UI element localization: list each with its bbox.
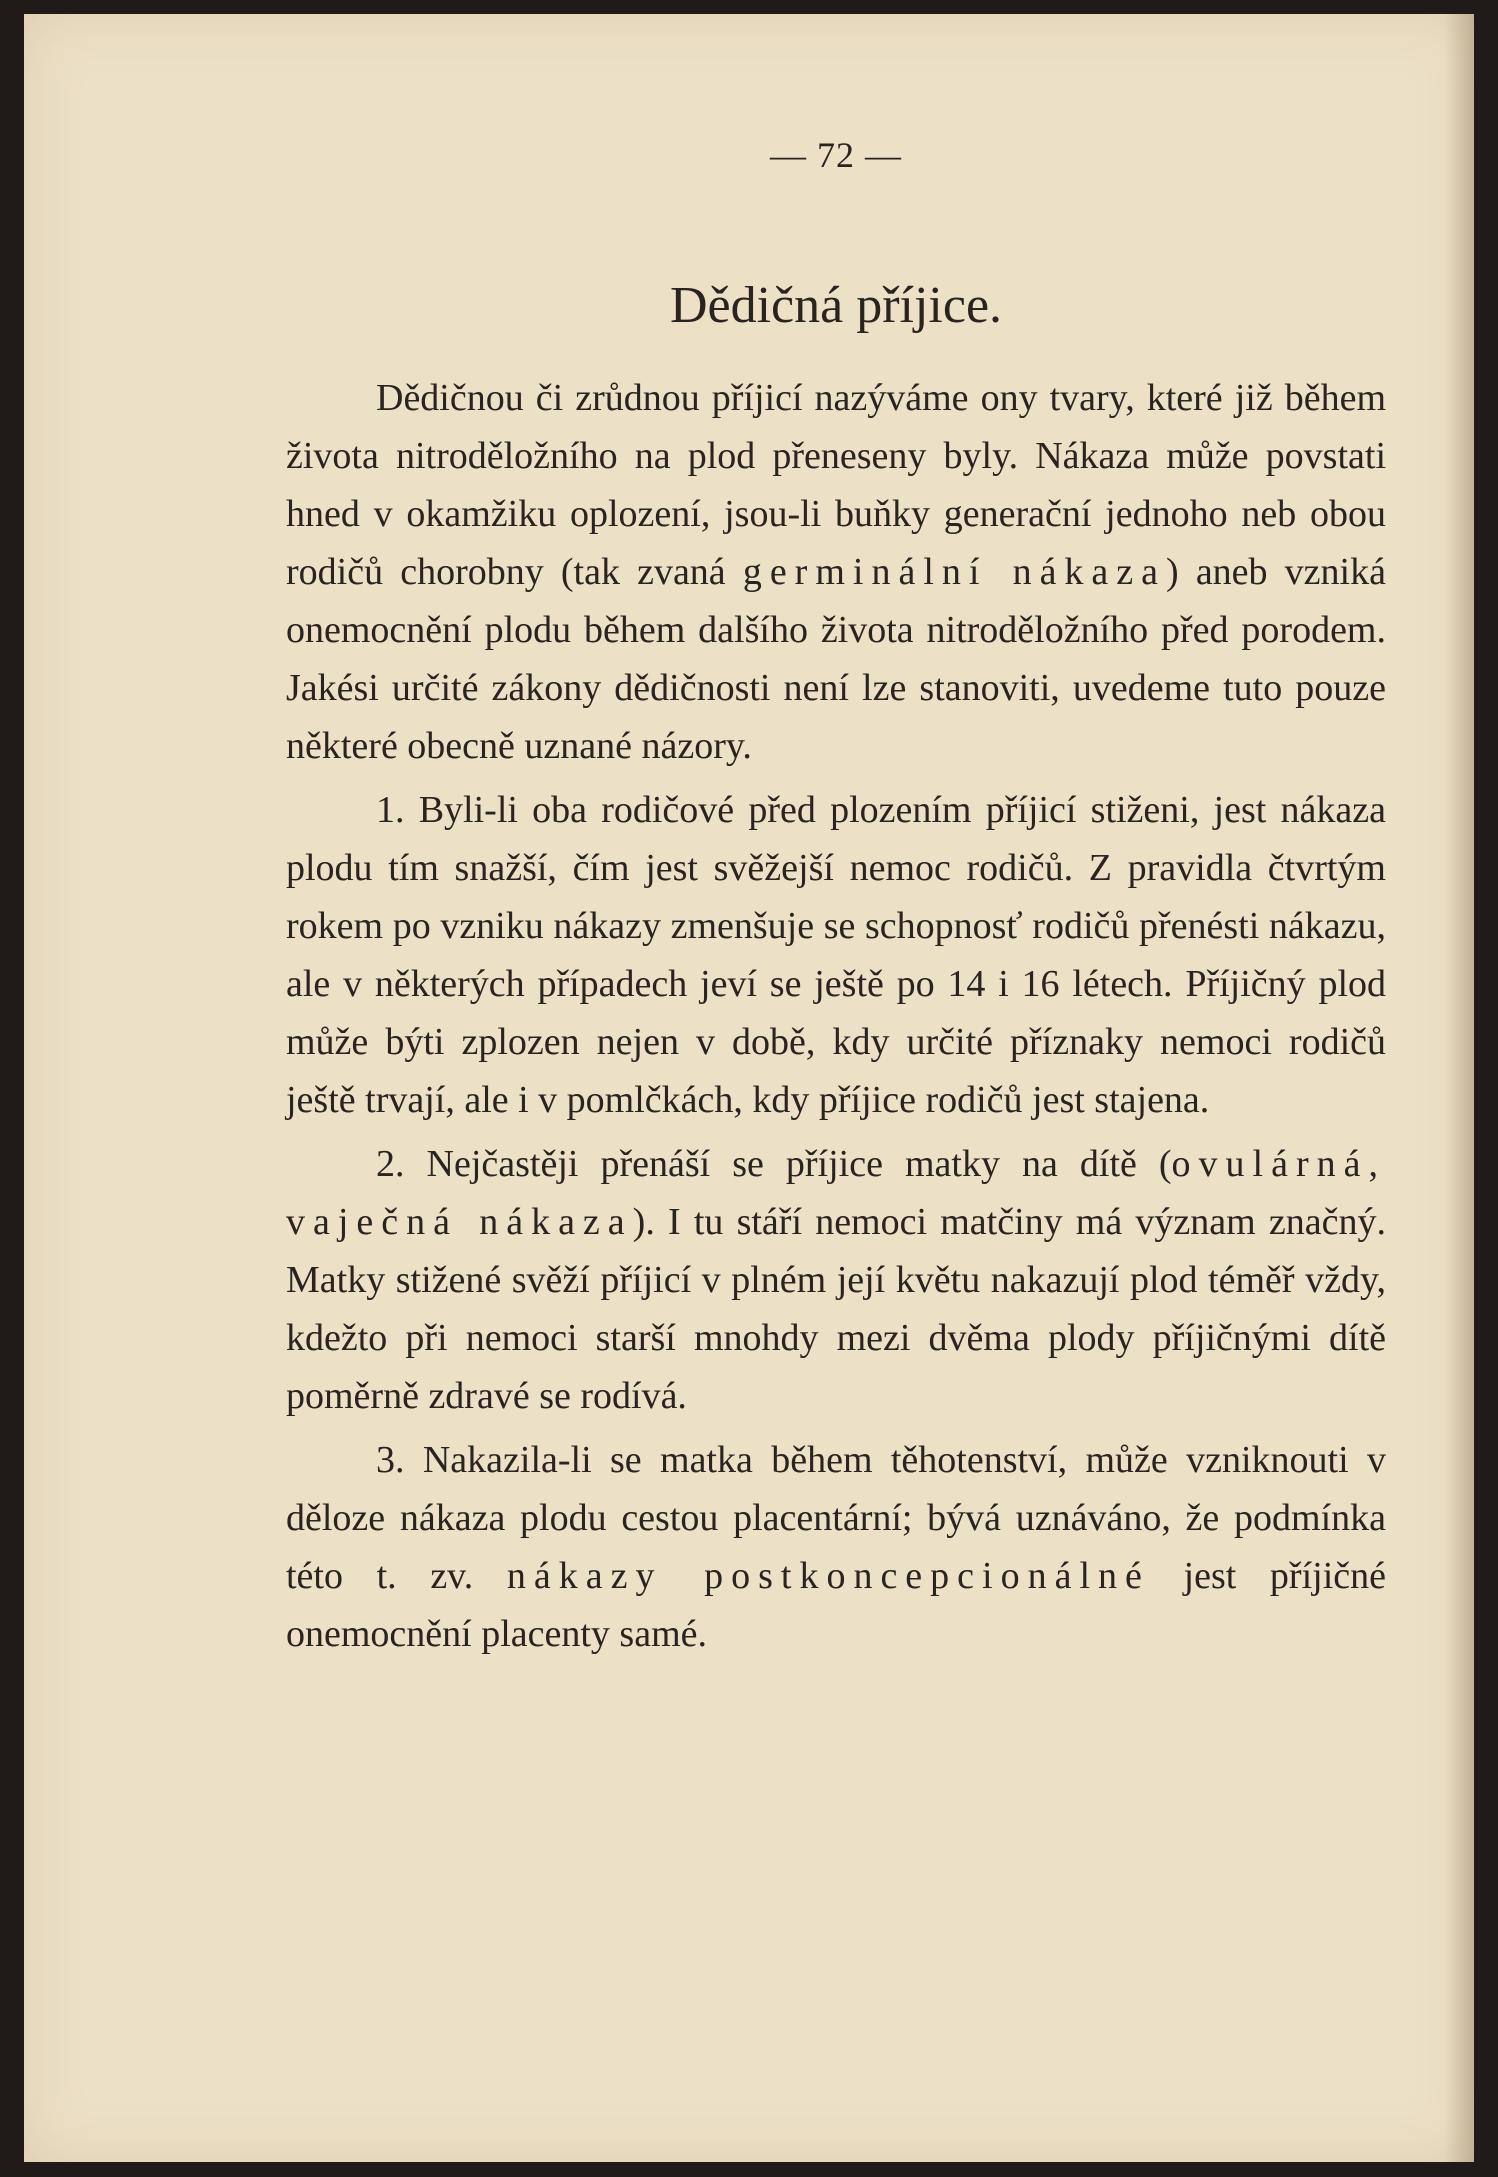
- spaced-term: nákazy postkoncepcionálné: [506, 1555, 1150, 1597]
- paragraph-text: Dědičnou či zrůdnou příjicí nazýváme ony tvary, které již během života nitroděložního na plod přeneseny byly. Nákaza může povstati hned v okamžiku oplození, jsou-li buňky generační jednoho neb obou rodičů chorobny (tak zvaná: [286, 377, 1386, 593]
- book-page: [24, 14, 1474, 2162]
- paragraph-text: 3. Nakazila-li se matka během těhotenství, může vzniknouti v děloze nákaza plodu cestou placentární; bývá uznáváno, že podmínka této t. zv.: [286, 1439, 1386, 1597]
- paragraph-text: jest příjičné onemocnění placenty samé.: [286, 1555, 1386, 1655]
- spaced-term: germinální nákaza: [742, 551, 1167, 593]
- paragraph-text: 2. Nejčastěji přenáší se příjice matky na dítě (: [376, 1143, 1172, 1185]
- paragraph-point-2: [286, 1135, 1386, 1425]
- paragraph-intro: [286, 369, 1386, 775]
- paragraph-text: 1. Byli-li oba rodičové před plozením příjicí stiženi, jest nákaza plodu tím snažší, čím jest svěžejší nemoc rodičů. Z pravidla čtvrtým rokem po vzniku nákazy zmenšuje se schopnosť rodičů přenésti nákazu, ale v některých případech jeví se ještě po 14 i 16 létech. Příjičný plod může býti zplozen nejen v době, kdy určité příznaky nemoci rodičů ještě trvají, ale i v pomlčkách, kdy příjice rodičů jest stajena.: [286, 789, 1386, 1121]
- page-number: — 72 —: [770, 135, 902, 175]
- paragraph-point-1: [286, 781, 1386, 1129]
- paragraph-text: ) aneb vzniká onemocnění plodu během dalšího života nitroděložního před porodem. Jakési určité zákony dědičnosti není lze stanoviti, uvedeme tuto pouze některé obecně uznané názory.: [286, 551, 1386, 767]
- spaced-term: ovulárná, vaječná nákaza: [286, 1143, 1386, 1243]
- paragraph-text: ). I tu stáří nemoci matčiny má význam značný. Matky stižené svěží příjicí v plném její květu nakazují plod téměř vždy, kdežto při nemoci starší mnohdy mezi dvěma plody příjičnými dítě poměrně zdravé se rodívá.: [286, 1201, 1386, 1417]
- text-block: [286, 134, 1386, 1663]
- page-edge-shadow: [1444, 14, 1474, 2162]
- paragraph-point-3: [286, 1431, 1386, 1663]
- page-title: Dědičná příjice.: [669, 277, 1003, 334]
